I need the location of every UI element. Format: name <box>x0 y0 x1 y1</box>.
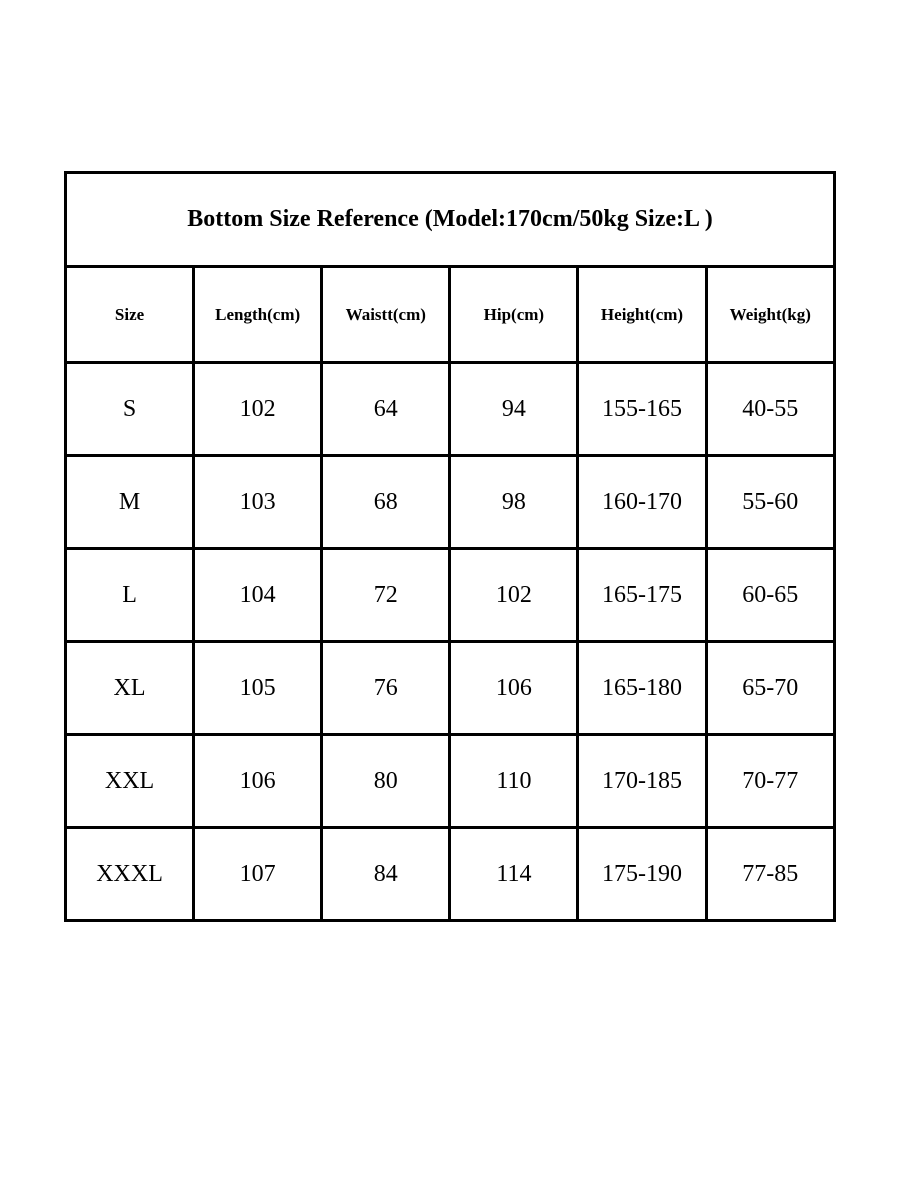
cell-length: 102 <box>194 363 322 456</box>
column-header-hip: Hip(cm) <box>450 267 578 363</box>
cell-hip: 114 <box>450 828 578 921</box>
table-row <box>66 735 835 828</box>
cell-hip: 98 <box>450 456 578 549</box>
title-row <box>66 173 835 267</box>
cell-weight: 77-85 <box>706 828 834 921</box>
size-reference-table <box>64 171 836 922</box>
cell-hip: 106 <box>450 642 578 735</box>
cell-size: XL <box>66 642 194 735</box>
cell-weight: 65-70 <box>706 642 834 735</box>
cell-waist: 72 <box>322 549 450 642</box>
table-title: Bottom Size Reference (Model:170cm/50kg Size:L ) <box>66 173 835 267</box>
table-row <box>66 363 835 456</box>
column-header-size: Size <box>66 267 194 363</box>
cell-height: 155-165 <box>578 363 706 456</box>
column-header-length: Length(cm) <box>194 267 322 363</box>
cell-height: 165-175 <box>578 549 706 642</box>
cell-hip: 110 <box>450 735 578 828</box>
cell-hip: 102 <box>450 549 578 642</box>
column-header-height: Height(cm) <box>578 267 706 363</box>
cell-waist: 84 <box>322 828 450 921</box>
cell-length: 107 <box>194 828 322 921</box>
cell-height: 165-180 <box>578 642 706 735</box>
cell-waist: 80 <box>322 735 450 828</box>
cell-size: L <box>66 549 194 642</box>
cell-height: 160-170 <box>578 456 706 549</box>
cell-length: 103 <box>194 456 322 549</box>
column-header-waist: Waistt(cm) <box>322 267 450 363</box>
cell-length: 105 <box>194 642 322 735</box>
cell-hip: 94 <box>450 363 578 456</box>
cell-waist: 64 <box>322 363 450 456</box>
cell-length: 106 <box>194 735 322 828</box>
cell-size: XXL <box>66 735 194 828</box>
header-row <box>66 267 835 363</box>
cell-height: 170-185 <box>578 735 706 828</box>
cell-length: 104 <box>194 549 322 642</box>
cell-size: XXXL <box>66 828 194 921</box>
cell-waist: 76 <box>322 642 450 735</box>
column-header-weight: Weight(kg) <box>706 267 834 363</box>
cell-weight: 60-65 <box>706 549 834 642</box>
cell-size: S <box>66 363 194 456</box>
table-row <box>66 642 835 735</box>
cell-weight: 55-60 <box>706 456 834 549</box>
table-row <box>66 549 835 642</box>
cell-weight: 40-55 <box>706 363 834 456</box>
table-row <box>66 456 835 549</box>
cell-size: M <box>66 456 194 549</box>
cell-height: 175-190 <box>578 828 706 921</box>
cell-weight: 70-77 <box>706 735 834 828</box>
table-row <box>66 828 835 921</box>
cell-waist: 68 <box>322 456 450 549</box>
